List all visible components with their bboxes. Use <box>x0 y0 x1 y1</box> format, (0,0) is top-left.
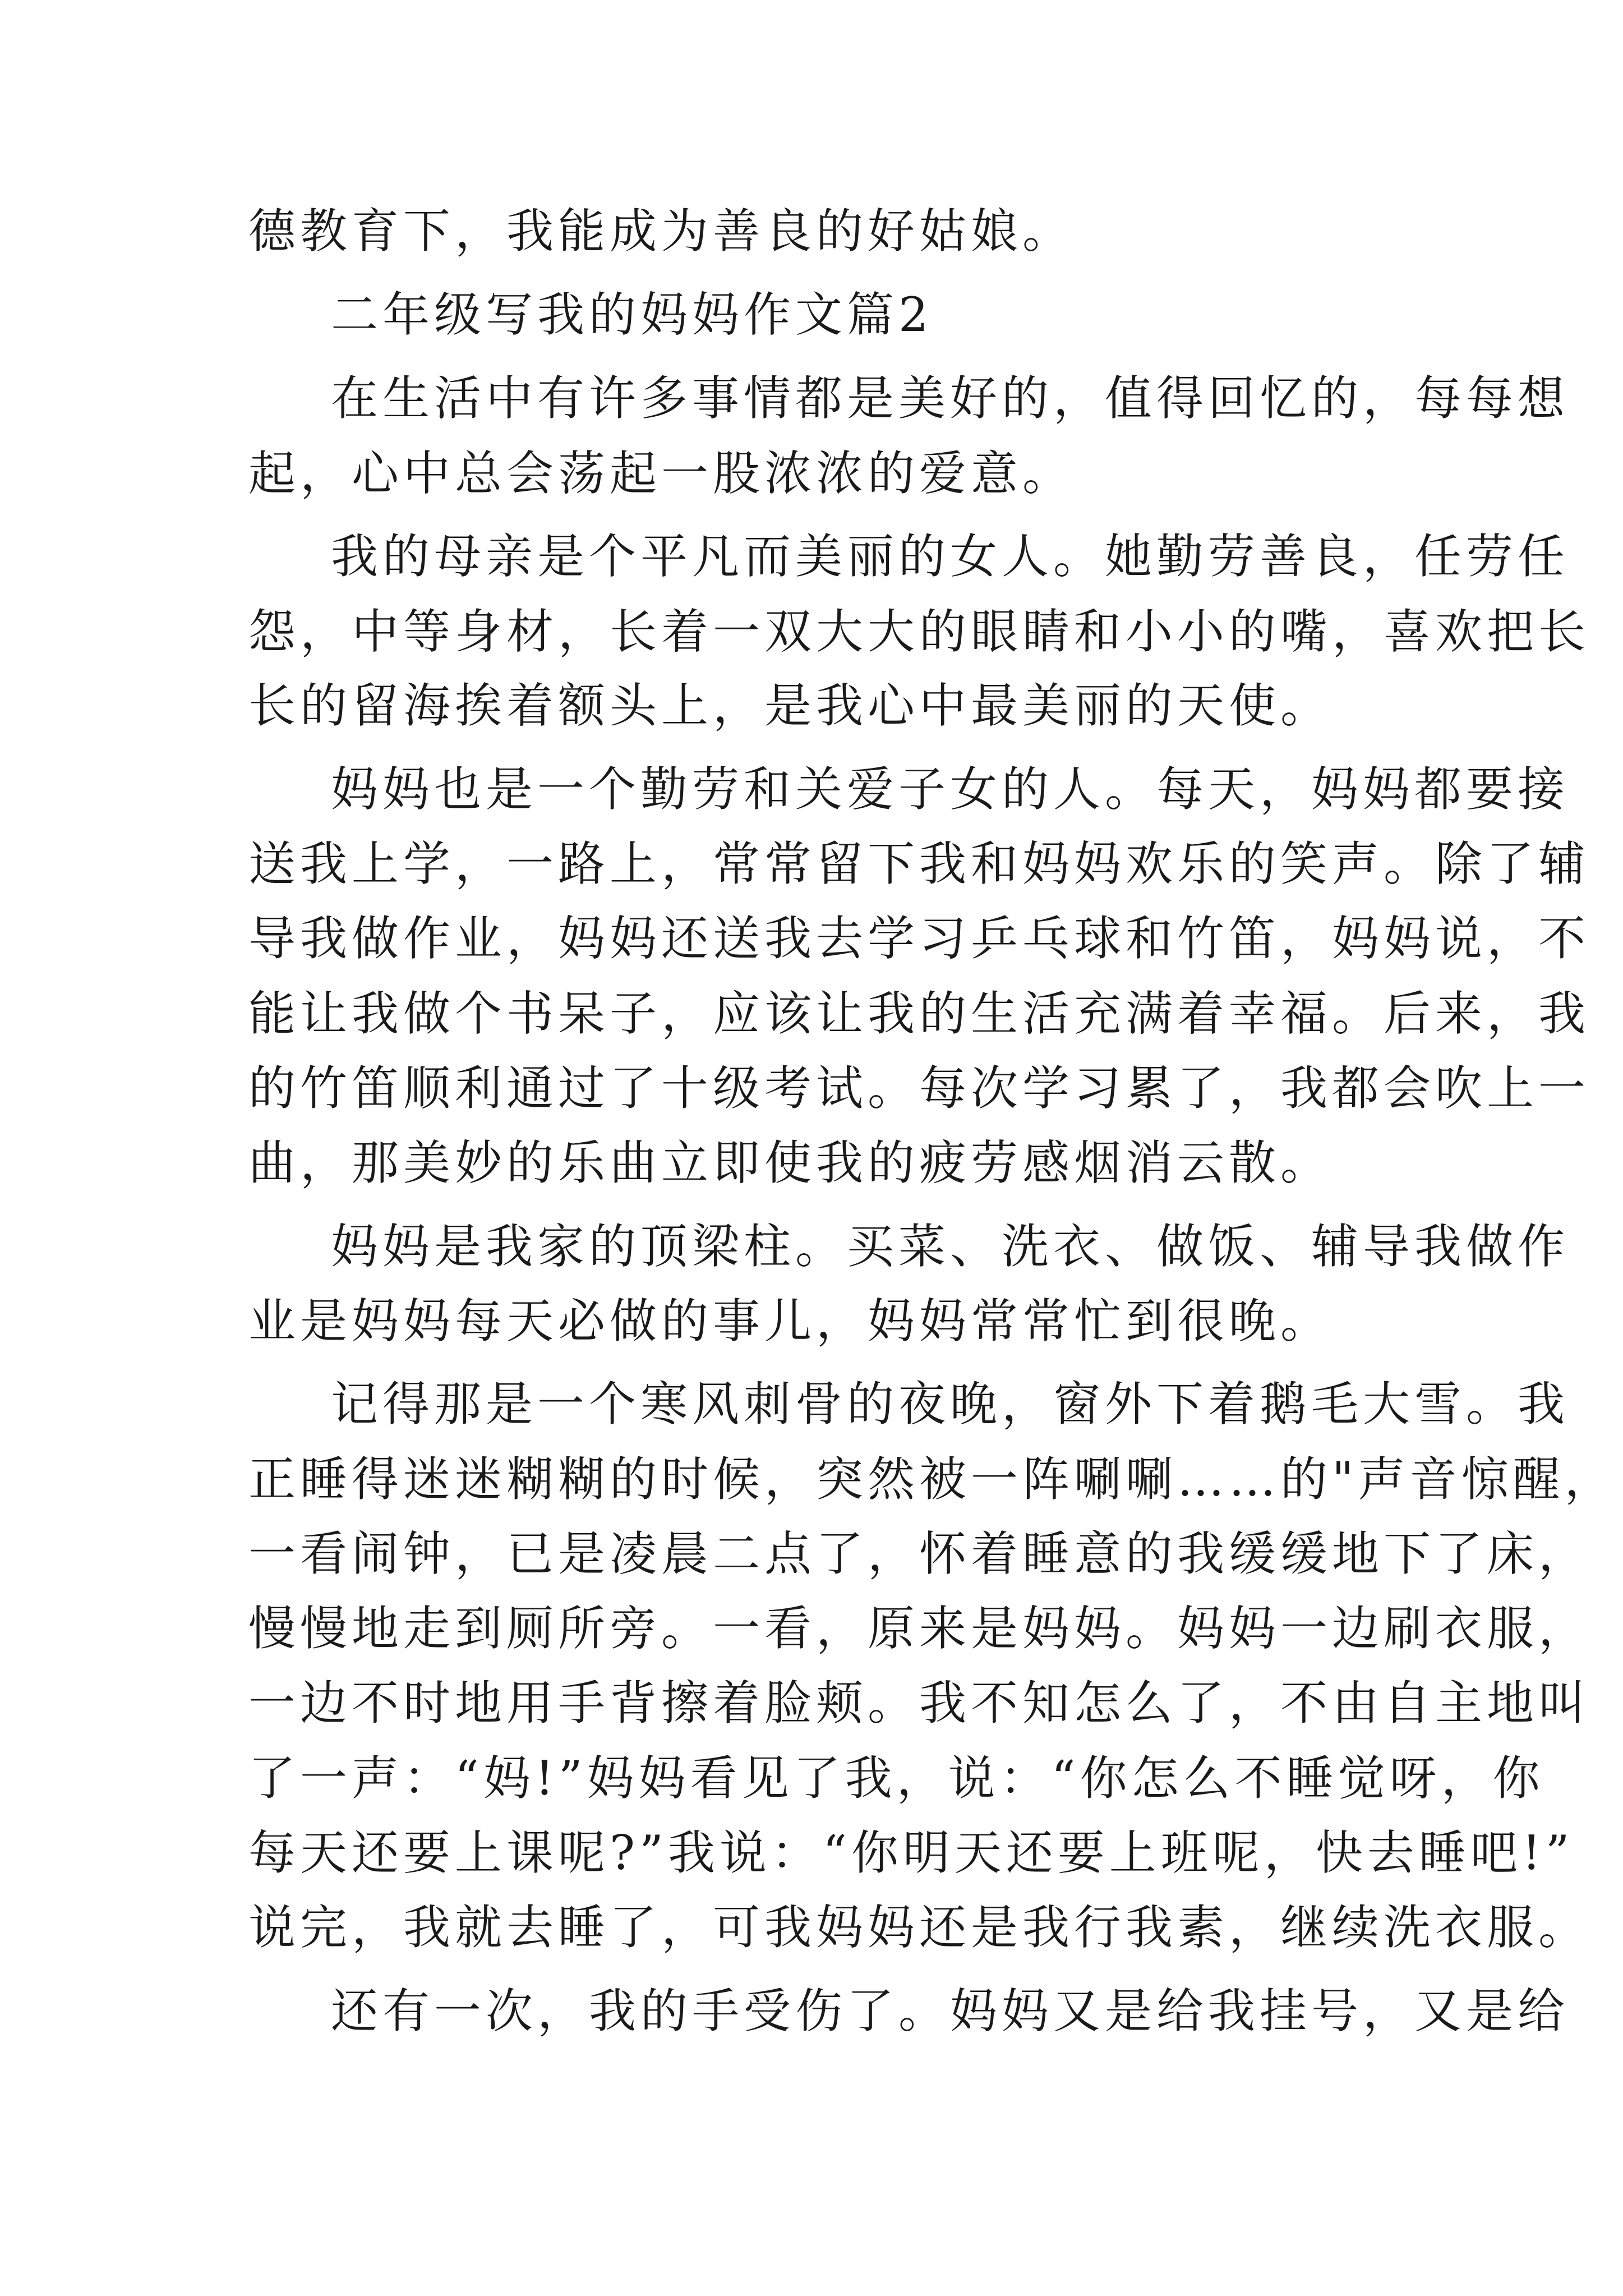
text-line: 德教育下，我能成为善良的好姑娘。 <box>248 204 1075 259</box>
text-line: 导我做作业，妈妈还送我去学习乒乓球和竹笛，妈妈说，不 <box>248 911 1590 966</box>
text-line: 正睡得迷迷糊糊的时候，突然被一阵唰唰……的"声音惊醒， <box>248 1452 1616 1507</box>
text-line: 曲，那美妙的乐曲立即使我的疲劳感烟消云散。 <box>248 1135 1332 1190</box>
text-line: 在生活中有许多事情都是美好的，值得回忆的，每每想 <box>331 371 1570 426</box>
text-line: 了一声：“妈!”妈妈看见了我，说：“你怎么不睡觉呀，你 <box>248 1751 1544 1806</box>
text-line: 怨，中等身材，长着一双大大的眼睛和小小的嘴，喜欢把长 <box>248 604 1590 659</box>
text-line: 起，心中总会荡起一股浓浓的爱意。 <box>248 446 1075 501</box>
text-line: 我的母亲是个平凡而美丽的女人。她勤劳善良，任劳任 <box>331 529 1570 584</box>
text-line: 记得那是一个寒风刺骨的夜晚，窗外下着鹅毛大雪。我 <box>331 1377 1570 1432</box>
text-line: 业是妈妈每天必做的事儿，妈妈常常忙到很晚。 <box>248 1294 1332 1349</box>
text-line: 慢慢地走到厕所旁。一看，原来是妈妈。妈妈一边刷衣服， <box>248 1601 1590 1656</box>
text-line: 说完，我就去睡了，可我妈妈还是我行我素，继续洗衣服。 <box>248 1900 1590 1955</box>
text-line: 每天还要上课呢?”我说：“你明天还要上班呢，快去睡吧!” <box>248 1825 1574 1880</box>
text-line: 妈妈是我家的顶梁柱。买菜、洗衣、做饭、辅导我做作 <box>331 1219 1570 1274</box>
text-line: 一看闹钟，已是凌晨二点了，怀着睡意的我缓缓地下了床， <box>248 1526 1590 1581</box>
section-heading: 二年级写我的妈妈作文篇2 <box>331 287 933 342</box>
text-line: 还有一次，我的手受伤了。妈妈又是给我挂号，又是给 <box>331 1984 1570 2039</box>
text-line: 长的留海挨着额头上，是我心中最美丽的天使。 <box>248 678 1332 733</box>
text-line: 一边不时地用手背擦着脸颊。我不知怎么了，不由自主地叫 <box>248 1676 1590 1731</box>
text-line: 能让我做个书呆子，应该让我的生活充满着幸福。后来，我 <box>248 986 1590 1041</box>
text-line: 妈妈也是一个勤劳和关爱子女的人。每天，妈妈都要接 <box>331 762 1570 817</box>
text-line: 送我上学，一路上，常常留下我和妈妈欢乐的笑声。除了辅 <box>248 836 1590 891</box>
text-line: 的竹笛顺利通过了十级考试。每次学习累了，我都会吹上一 <box>248 1061 1590 1116</box>
